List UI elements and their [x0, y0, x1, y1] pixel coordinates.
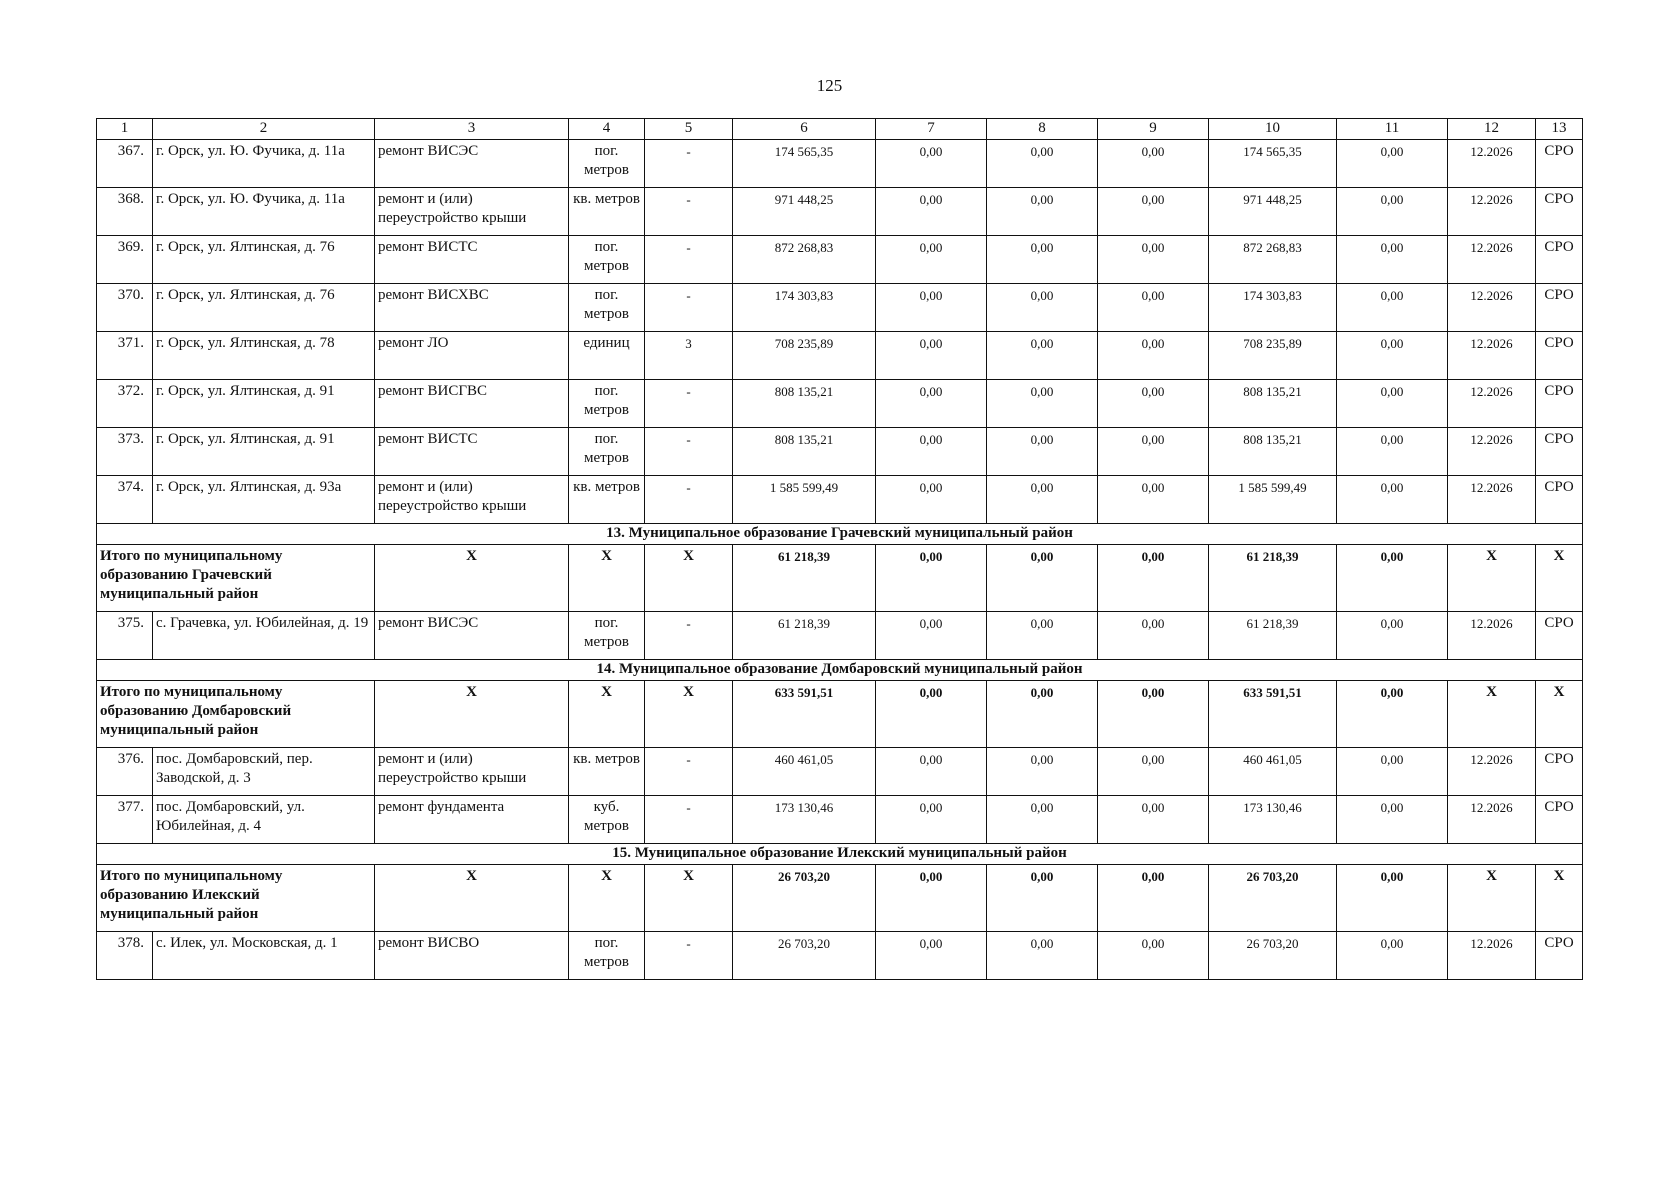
- table-row: [97, 140, 1583, 188]
- table-cell: X: [645, 681, 733, 748]
- table-cell: 0,00: [1337, 476, 1448, 524]
- table-cell: Итого по муниципальному образованию Илекский муниципальный район: [97, 865, 375, 932]
- table-cell: 12.2026: [1448, 428, 1536, 476]
- table-cell: -: [645, 236, 733, 284]
- table-cell: 1 585 599,49: [733, 476, 876, 524]
- table-cell: Итого по муниципальному образованию Грачевский муниципальный район: [97, 545, 375, 612]
- table-cell: 0,00: [1337, 796, 1448, 844]
- table-cell: -: [645, 380, 733, 428]
- table-cell: г. Орск, ул. Ялтинская, д. 78: [153, 332, 375, 380]
- table-cell: 0,00: [1098, 476, 1209, 524]
- table-cell: СРО: [1536, 236, 1583, 284]
- table-cell: 0,00: [1337, 748, 1448, 796]
- table-row: [97, 188, 1583, 236]
- table-cell: 377.: [97, 796, 153, 844]
- table-cell: 0,00: [876, 140, 987, 188]
- table-cell: г. Орск, ул. Ялтинская, д. 93а: [153, 476, 375, 524]
- col-num: 11: [1337, 119, 1448, 140]
- table-cell: 0,00: [987, 545, 1098, 612]
- table-cell: кв. метров: [569, 476, 645, 524]
- table-cell: СРО: [1536, 796, 1583, 844]
- table-cell: 0,00: [1098, 612, 1209, 660]
- table-cell: 0,00: [987, 796, 1098, 844]
- table-cell: 872 268,83: [733, 236, 876, 284]
- table-cell: ремонт ЛО: [375, 332, 569, 380]
- table-cell: 0,00: [987, 865, 1098, 932]
- table-cell: 0,00: [987, 140, 1098, 188]
- table-cell: 0,00: [987, 932, 1098, 980]
- table-cell: X: [569, 865, 645, 932]
- table-cell: СРО: [1536, 140, 1583, 188]
- table-cell: 373.: [97, 428, 153, 476]
- col-num: 6: [733, 119, 876, 140]
- table-cell: -: [645, 932, 733, 980]
- table-cell: 0,00: [1337, 681, 1448, 748]
- table-cell: СРО: [1536, 932, 1583, 980]
- table-cell: 374.: [97, 476, 153, 524]
- table-cell: 12.2026: [1448, 140, 1536, 188]
- table-cell: 174 565,35: [1209, 140, 1337, 188]
- table-cell: 0,00: [1337, 284, 1448, 332]
- table-row: [97, 380, 1583, 428]
- section-total-row: [97, 681, 1583, 748]
- table-cell: 0,00: [1098, 236, 1209, 284]
- table-cell: 0,00: [1098, 284, 1209, 332]
- table-cell: X: [375, 545, 569, 612]
- table-cell: ремонт ВИСТС: [375, 236, 569, 284]
- table-cell: 15. Муниципальное образование Илекский муниципальный район: [97, 844, 1583, 865]
- table-cell: 0,00: [876, 380, 987, 428]
- table-cell: ремонт ВИСЭС: [375, 612, 569, 660]
- table-cell: 3: [645, 332, 733, 380]
- table-row: [97, 428, 1583, 476]
- table-cell: 708 235,89: [733, 332, 876, 380]
- table-cell: 61 218,39: [1209, 612, 1337, 660]
- table-cell: 12.2026: [1448, 612, 1536, 660]
- table-cell: 971 448,25: [1209, 188, 1337, 236]
- table-cell: ремонт ВИСВО: [375, 932, 569, 980]
- table-cell: 0,00: [876, 332, 987, 380]
- table-cell: 378.: [97, 932, 153, 980]
- table-cell: 12.2026: [1448, 284, 1536, 332]
- table-cell: 0,00: [876, 236, 987, 284]
- table-cell: ремонт ВИСТС: [375, 428, 569, 476]
- section-title-row: [97, 524, 1583, 545]
- table-cell: 12.2026: [1448, 332, 1536, 380]
- table-cell: 0,00: [1337, 236, 1448, 284]
- table-cell: СРО: [1536, 380, 1583, 428]
- col-num: 13: [1536, 119, 1583, 140]
- section-total-row: [97, 865, 1583, 932]
- table-cell: 0,00: [876, 545, 987, 612]
- table-cell: X: [645, 545, 733, 612]
- table-cell: -: [645, 748, 733, 796]
- register-table: [96, 118, 1583, 980]
- table-cell: г. Орск, ул. Ялтинская, д. 76: [153, 284, 375, 332]
- table-cell: 0,00: [987, 188, 1098, 236]
- table-cell: 61 218,39: [733, 545, 876, 612]
- table-cell: пос. Домбаровский, пер. Заводской, д. 3: [153, 748, 375, 796]
- table-cell: 0,00: [1098, 932, 1209, 980]
- section-total-row: [97, 545, 1583, 612]
- table-cell: Итого по муниципальному образованию Домбаровский муниципальный район: [97, 681, 375, 748]
- table-cell: г. Орск, ул. Ю. Фучика, д. 11а: [153, 188, 375, 236]
- table-row: [97, 932, 1583, 980]
- table-cell: 0,00: [876, 612, 987, 660]
- table-cell: 174 565,35: [733, 140, 876, 188]
- table-cell: пог. метров: [569, 236, 645, 284]
- col-num: 7: [876, 119, 987, 140]
- table-cell: 0,00: [987, 380, 1098, 428]
- table-cell: X: [1536, 681, 1583, 748]
- table-cell: 368.: [97, 188, 153, 236]
- table-cell: 0,00: [987, 748, 1098, 796]
- table-cell: 367.: [97, 140, 153, 188]
- table-cell: 174 303,83: [1209, 284, 1337, 332]
- table-cell: 0,00: [1098, 428, 1209, 476]
- table-cell: 0,00: [1337, 932, 1448, 980]
- table-cell: X: [1536, 545, 1583, 612]
- table-cell: СРО: [1536, 284, 1583, 332]
- table-cell: 0,00: [876, 681, 987, 748]
- table-cell: 173 130,46: [733, 796, 876, 844]
- table-cell: г. Орск, ул. Ялтинская, д. 91: [153, 428, 375, 476]
- table-cell: 0,00: [1098, 545, 1209, 612]
- table-cell: 174 303,83: [733, 284, 876, 332]
- col-num: 9: [1098, 119, 1209, 140]
- col-num: 5: [645, 119, 733, 140]
- table-cell: X: [1448, 865, 1536, 932]
- table-cell: 808 135,21: [733, 380, 876, 428]
- table-cell: 633 591,51: [733, 681, 876, 748]
- table-cell: X: [375, 865, 569, 932]
- table-row: [97, 332, 1583, 380]
- table-cell: 0,00: [987, 236, 1098, 284]
- table-cell: 0,00: [1337, 188, 1448, 236]
- table-row: [97, 284, 1583, 332]
- col-num: 10: [1209, 119, 1337, 140]
- table-cell: СРО: [1536, 428, 1583, 476]
- table-cell: 971 448,25: [733, 188, 876, 236]
- table-cell: 12.2026: [1448, 796, 1536, 844]
- table-row: [97, 748, 1583, 796]
- table-cell: 0,00: [876, 428, 987, 476]
- table-cell: 460 461,05: [733, 748, 876, 796]
- table-cell: -: [645, 284, 733, 332]
- table-cell: 0,00: [987, 612, 1098, 660]
- table-cell: X: [1448, 545, 1536, 612]
- col-num: 8: [987, 119, 1098, 140]
- table-cell: 0,00: [1098, 380, 1209, 428]
- table-cell: 369.: [97, 236, 153, 284]
- table-cell: 0,00: [1337, 545, 1448, 612]
- table-cell: 26 703,20: [733, 865, 876, 932]
- table-cell: ремонт и (или) переустройство крыши: [375, 748, 569, 796]
- table-cell: 0,00: [1098, 865, 1209, 932]
- table-cell: 0,00: [1098, 681, 1209, 748]
- table-cell: 12.2026: [1448, 236, 1536, 284]
- section-title-row: [97, 844, 1583, 865]
- table-row: [97, 796, 1583, 844]
- table-cell: кв. метров: [569, 188, 645, 236]
- table-cell: 370.: [97, 284, 153, 332]
- table-cell: 26 703,20: [733, 932, 876, 980]
- table-cell: ремонт и (или) переустройство крыши: [375, 188, 569, 236]
- table-cell: -: [645, 476, 733, 524]
- table-cell: 0,00: [1098, 796, 1209, 844]
- table-cell: 0,00: [1098, 188, 1209, 236]
- col-num: 1: [97, 119, 153, 140]
- section-title-row: [97, 660, 1583, 681]
- table-cell: СРО: [1536, 188, 1583, 236]
- table-cell: 0,00: [987, 428, 1098, 476]
- table-cell: пог. метров: [569, 612, 645, 660]
- table-cell: 0,00: [876, 796, 987, 844]
- table-cell: 375.: [97, 612, 153, 660]
- table-cell: X: [1448, 681, 1536, 748]
- table-cell: 0,00: [876, 476, 987, 524]
- table-body: [97, 119, 1583, 980]
- table-cell: -: [645, 796, 733, 844]
- table-cell: ремонт ВИСХВС: [375, 284, 569, 332]
- table-cell: 12.2026: [1448, 476, 1536, 524]
- table-cell: 173 130,46: [1209, 796, 1337, 844]
- page-number: 125: [816, 76, 843, 95]
- table-cell: 0,00: [876, 284, 987, 332]
- table-cell: 0,00: [1337, 428, 1448, 476]
- table-cell: с. Илек, ул. Московская, д. 1: [153, 932, 375, 980]
- table-cell: 808 135,21: [1209, 380, 1337, 428]
- table-cell: 0,00: [987, 332, 1098, 380]
- table-cell: 808 135,21: [1209, 428, 1337, 476]
- table-cell: 13. Муниципальное образование Грачевский муниципальный район: [97, 524, 1583, 545]
- table-cell: 61 218,39: [733, 612, 876, 660]
- table-cell: 0,00: [987, 284, 1098, 332]
- table-cell: X: [569, 545, 645, 612]
- column-number-row: [97, 119, 1583, 140]
- table-cell: ремонт ВИСЭС: [375, 140, 569, 188]
- table-cell: 0,00: [987, 681, 1098, 748]
- table-cell: 708 235,89: [1209, 332, 1337, 380]
- col-num: 2: [153, 119, 375, 140]
- col-num: 4: [569, 119, 645, 140]
- table-cell: кв. метров: [569, 748, 645, 796]
- table-cell: г. Орск, ул. Ялтинская, д. 91: [153, 380, 375, 428]
- table-row: [97, 476, 1583, 524]
- table-cell: 12.2026: [1448, 188, 1536, 236]
- table-cell: 0,00: [876, 188, 987, 236]
- table-cell: куб. метров: [569, 796, 645, 844]
- table-cell: 376.: [97, 748, 153, 796]
- table-cell: -: [645, 188, 733, 236]
- table-cell: единиц: [569, 332, 645, 380]
- table-cell: 0,00: [1337, 865, 1448, 932]
- table-cell: 0,00: [1098, 332, 1209, 380]
- table-cell: пог. метров: [569, 380, 645, 428]
- table-cell: 808 135,21: [733, 428, 876, 476]
- table-cell: СРО: [1536, 612, 1583, 660]
- table-cell: 872 268,83: [1209, 236, 1337, 284]
- table-cell: 14. Муниципальное образование Домбаровский муниципальный район: [97, 660, 1583, 681]
- table-cell: X: [375, 681, 569, 748]
- table-cell: 633 591,51: [1209, 681, 1337, 748]
- col-num: 12: [1448, 119, 1536, 140]
- table-cell: 0,00: [987, 476, 1098, 524]
- table-cell: 460 461,05: [1209, 748, 1337, 796]
- table-cell: 371.: [97, 332, 153, 380]
- table-cell: СРО: [1536, 748, 1583, 796]
- col-num: 3: [375, 119, 569, 140]
- table-cell: 0,00: [1337, 380, 1448, 428]
- table-cell: 0,00: [1098, 140, 1209, 188]
- table-cell: 1 585 599,49: [1209, 476, 1337, 524]
- table-cell: 0,00: [1337, 332, 1448, 380]
- table-cell: -: [645, 612, 733, 660]
- table-cell: 26 703,20: [1209, 932, 1337, 980]
- table-cell: ремонт и (или) переустройство крыши: [375, 476, 569, 524]
- table-cell: пог. метров: [569, 932, 645, 980]
- table-cell: 0,00: [1337, 140, 1448, 188]
- table-cell: 0,00: [876, 932, 987, 980]
- table-cell: 12.2026: [1448, 380, 1536, 428]
- table-cell: -: [645, 428, 733, 476]
- table-row: [97, 612, 1583, 660]
- table-cell: с. Грачевка, ул. Юбилейная, д. 19: [153, 612, 375, 660]
- table-cell: 0,00: [876, 748, 987, 796]
- table-cell: X: [1536, 865, 1583, 932]
- table-cell: 0,00: [1337, 612, 1448, 660]
- table-cell: г. Орск, ул. Ялтинская, д. 76: [153, 236, 375, 284]
- table-cell: пос. Домбаровский, ул. Юбилейная, д. 4: [153, 796, 375, 844]
- table-cell: 12.2026: [1448, 932, 1536, 980]
- table-cell: ремонт фундамента: [375, 796, 569, 844]
- table-cell: 12.2026: [1448, 748, 1536, 796]
- table-cell: -: [645, 140, 733, 188]
- table-row: [97, 236, 1583, 284]
- table-cell: пог. метров: [569, 428, 645, 476]
- table-cell: СРО: [1536, 476, 1583, 524]
- table-cell: 0,00: [1098, 748, 1209, 796]
- table-cell: пог. метров: [569, 284, 645, 332]
- table-cell: 26 703,20: [1209, 865, 1337, 932]
- table-cell: СРО: [1536, 332, 1583, 380]
- table-cell: 61 218,39: [1209, 545, 1337, 612]
- table-cell: 372.: [97, 380, 153, 428]
- table-cell: X: [569, 681, 645, 748]
- table-cell: пог. метров: [569, 140, 645, 188]
- table-cell: X: [645, 865, 733, 932]
- table-cell: г. Орск, ул. Ю. Фучика, д. 11а: [153, 140, 375, 188]
- table-cell: ремонт ВИСГВС: [375, 380, 569, 428]
- table-cell: 0,00: [876, 865, 987, 932]
